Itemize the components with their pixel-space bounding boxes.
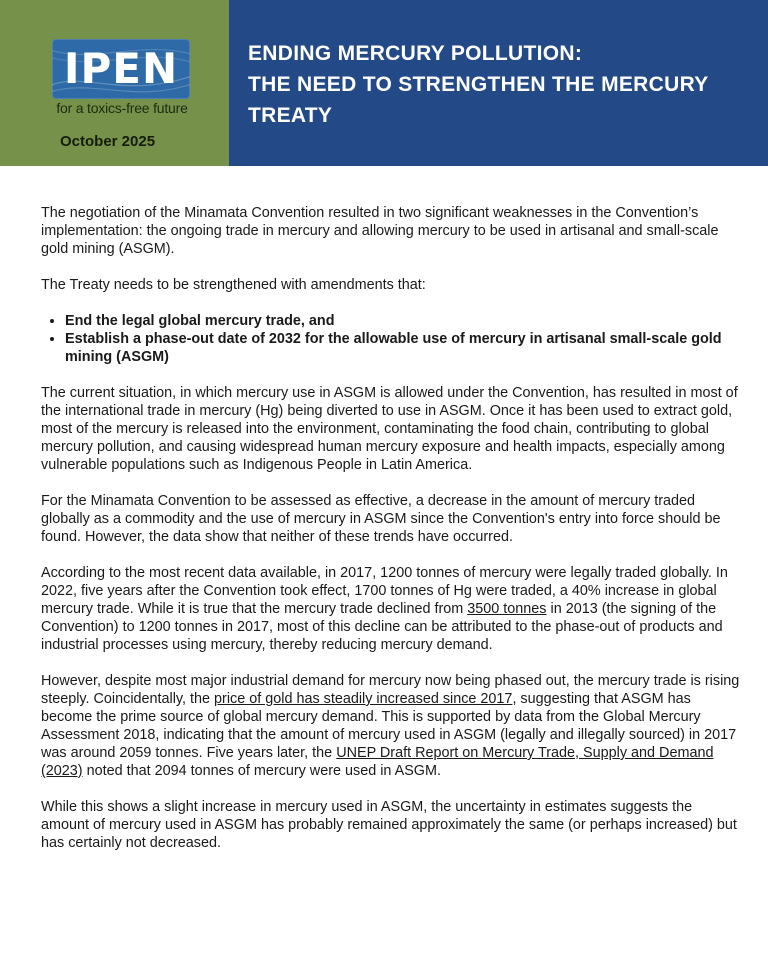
current-situation-paragraph: The current situation, in which mercury use in ASGM is allowed under the Convention, has resulted in most of the international trade in mercury (Hg) being diverted to use in ASGM. Once it has been used to extract gold, most of the mercury is released into the environment, contaminating the food chain, contributing to global mercury pollution, and causing widespread human mercury exposure and health impacts, especially among vulnerable populations such as Indigenous People in Latin America. [41, 385, 738, 473]
link-gold-price[interactable]: price of gold has steadily increased since 2017 [214, 691, 513, 707]
paragraph-text: , suggesting that ASGM has become the prime source of global mercury demand. This is supported by data from the Global Mercury Assessment 2018, indicating that the amount of mercury used in ASGM (legally and illegally sourced) in 2017 was around 2059 tonnes. Five years later, the [41, 691, 737, 761]
header-left-panel [0, 0, 229, 166]
intro-paragraph: The negotiation of the Minamata Convention resulted in two significant weaknesses in the Convention’s implementation: the ongoing trade in mercury and allowing mercury to be used in artisanal and small-scale gold mining (ASGM). [41, 205, 719, 257]
link-3500-tonnes[interactable]: 3500 tonnes [467, 601, 547, 617]
header-banner [0, 0, 768, 166]
conclusion-paragraph: While this shows a slight increase in mercury used in ASGM, the uncertainty in estimates suggests the amount of mercury used in ASGM has probably remained approximately the same (or perhaps increased) but has certainly not decreased. [41, 799, 737, 851]
link-unep-report[interactable]: UNEP Draft Report on Mercury Trade, Supply and Demand (2023) [41, 745, 714, 779]
effectiveness-paragraph: For the Minamata Convention to be assessed as effective, a decrease in the amount of mercury traded globally as a commodity and the use of mercury in ASGM since the Convention's entry into force should be found. However, the data show that neither of these trends have occurred. [41, 493, 721, 545]
page-title [248, 38, 748, 131]
paragraph-text: However, despite most major industrial demand for mercury now being phased out, the mercury trade is rising steeply. Coincidentally, the [41, 673, 740, 707]
ipen-logo[interactable] [52, 39, 190, 99]
publication-date: October 2025 [60, 133, 156, 150]
gold-price-paragraph [41, 672, 741, 780]
paragraph-text: noted that 2094 tonnes of mercury were used in ASGM. [82, 763, 441, 779]
amendments-list [41, 312, 741, 366]
amendments-lead: The Treaty needs to be strengthened with amendments that: [41, 277, 426, 293]
paragraph-text: in 2013 (the signing of the Convention) to 1200 tonnes in 2017, most of this decline can be attributed to the phase-out of products and industrial processes using mercury, thereby reducing mercury demand. [41, 601, 723, 653]
title-line: ENDING MERCURY POLLUTION: [248, 42, 583, 65]
trade-data-paragraph [41, 564, 741, 654]
list-item: • Establish a phase-out date of 2032 for the allowable use of mercury in artisanal small-scale gold mining (ASGM) [65, 330, 741, 366]
title-line: THE NEED TO STRENGTHEN THE MERCURY [248, 73, 709, 96]
logo-tagline: for a toxics-free future [56, 100, 188, 116]
paragraph-text: According to the most recent data available, in 2017, 1200 tonnes of mercury were legally traded globally. In 2022, five years after the Convention took effect, 1700 tonnes of Hg were traded, a 40% increase in global mercury trade. While it is true that the mercury trade declined from [41, 565, 728, 617]
title-line: TREATY [248, 104, 333, 127]
list-item: • End the legal global mercury trade, and [65, 312, 741, 330]
document-body [41, 204, 741, 870]
logo-text: IPEN [63, 44, 179, 93]
